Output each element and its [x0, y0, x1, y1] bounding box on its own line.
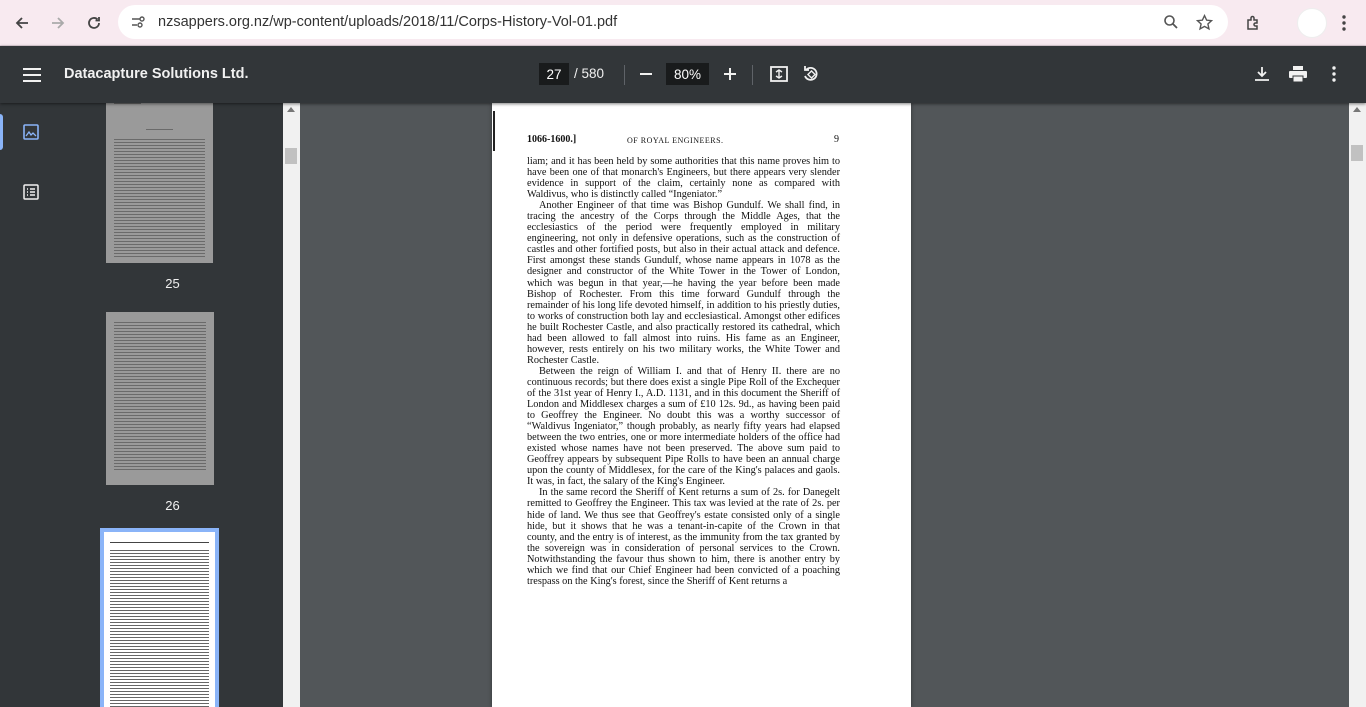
zoom-in-button[interactable]: [719, 63, 741, 85]
minus-icon: [639, 67, 653, 81]
pdf-page: [492, 103, 911, 707]
puzzle-icon: [1245, 14, 1263, 32]
forward-button[interactable]: [43, 8, 73, 38]
header-center: OF ROYAL ENGINEERS.: [627, 136, 724, 145]
thumbnail-page-26[interactable]: [106, 312, 214, 485]
printer-icon: [1289, 66, 1307, 82]
back-arrow-icon: [14, 15, 30, 31]
paragraph: liam; and it has been held by some authorities that this name proves him to have been one of that monarch's Engineers, but there appears very slender evidence in support of the claim, certainly none as compared with Waldivus, who is distinctly called “Ingeniator.”: [527, 156, 840, 201]
bookmark-star-icon[interactable]: [1192, 10, 1216, 34]
thumbnails-tab[interactable]: [0, 104, 62, 160]
rotate-button[interactable]: [799, 62, 823, 86]
zoom-out-button[interactable]: [635, 63, 657, 85]
paragraph: In the same record the Sheriff of Kent returns a sum of 2s. for Danegelt remitted to Geoffrey the Engineer. This tax was levied at the rate of 2s. per hide of land. We thus see that Geoffrey's estate consisted only of a single hide, but it shows that he was a tenant-in-capite of the Crown in that county, and the entry is of interest, as the immunity from the tax granted by the sovereign was in consideration of personal services to the Crown. Notwithstanding the favour thus shown to him, there is another entry by which we find that our Chief Engineer had been convicted of a poaching trespass on the King's forest, since the Sheriff of Kent returns a: [527, 487, 840, 587]
download-icon: [1254, 66, 1270, 82]
page-total: / 580: [574, 66, 605, 81]
image-thumbnail-icon: [23, 124, 39, 140]
thumbnail-panel: [62, 103, 283, 707]
scrollbar-thumb[interactable]: [1351, 145, 1363, 161]
outline-tab[interactable]: [0, 164, 62, 220]
pdf-viewer[interactable]: [300, 103, 1349, 707]
browser-menu-button[interactable]: [1329, 8, 1359, 38]
thumbnail-label: 26: [165, 498, 180, 513]
fit-page-button[interactable]: [767, 62, 791, 86]
page-number: 9: [834, 134, 839, 145]
toolbar-divider: [624, 65, 625, 85]
thumbnail-label: 25: [165, 276, 180, 291]
document-title: Datacapture Solutions Ltd.: [64, 66, 249, 82]
scroll-up-arrow-icon[interactable]: [1353, 107, 1361, 112]
vertical-dots-icon: [1332, 66, 1336, 82]
header-left: 1066-1600.]: [527, 134, 577, 145]
thumbnail-scrollbar[interactable]: [283, 103, 300, 707]
thumbnail-page-25[interactable]: [106, 103, 213, 263]
scan-artifact: [493, 111, 495, 151]
plus-icon: [723, 67, 737, 81]
fit-to-page-icon: [770, 66, 788, 82]
browser-toolbar: [0, 0, 1366, 46]
rotate-icon: [802, 65, 820, 83]
download-button[interactable]: [1250, 62, 1274, 86]
site-info-icon[interactable]: [126, 10, 150, 34]
extensions-button[interactable]: [1239, 8, 1269, 38]
sidebar-menu-button[interactable]: [20, 63, 44, 87]
profile-avatar[interactable]: [1297, 8, 1327, 38]
pdf-toolbar: [0, 46, 1366, 103]
url-text[interactable]: nzsappers.org.nz/wp-content/uploads/2018/11/Corps-History-Vol-01.pdf: [158, 14, 618, 30]
paragraph: Another Engineer of that time was Bishop Gundulf. We shall find, in tracing the ancestry of the Corps through the Middle Ages, that the ecclesiastics of the period were frequently employed in military engineering, not only in defensive operations, such as the construction of castles and other fortified posts, but also in their actual attack and defence. First amongst these stands Gundulf, whose name appears in 1078 as the designer and constructor of the White Tower in the Tower of London, which was begun in that year,—he having the year before been made Bishop of Rochester. From this time forward Gundulf through the remainder of his long life devoted himself, in addition to his priestly duties, to works of construction both lay and ecclesiastical. Amongst other edifices he built Rochester Castle, and also practically restored its cathedral, which had been allowed to fall almost into ruins. His fame as an Engineer, however, rests entirely on his two military works, the White Tower and Rochester Castle.: [527, 200, 840, 366]
more-actions-button[interactable]: [1322, 62, 1346, 86]
hamburger-icon: [23, 68, 41, 82]
viewer-scrollbar[interactable]: [1349, 103, 1366, 707]
reload-button[interactable]: [79, 8, 109, 38]
print-button[interactable]: [1286, 62, 1310, 86]
reload-icon: [86, 15, 102, 31]
paragraph: Between the reign of William I. and that of Henry II. there are no continuous records; but there does exist a single Pipe Roll of the Exchequer of the 31st year of Henry I., A.D. 1131, and in this document the Sheriff of London and Middlesex charges a sum of £10 12s. 9d., as having been paid to Geoffrey the Engineer. No doubt this was a worthy successor of “Waldivus Ingeniator,” though probably, as nearly fifty years had elapsed between the two entries, one or more intermediate holders of the office had existed whose names have not been preserved. The above sum paid to Geoffrey appears by subsequent Pipe Rolls to have been an annual charge upon the county of Middlesex, for the care of the King's palaces and gaols. It was, in fact, the salary of the King's Engineer.: [527, 365, 840, 488]
address-bar[interactable]: [118, 5, 1228, 39]
outline-list-icon: [23, 184, 39, 200]
scrollbar-thumb[interactable]: [285, 148, 297, 164]
back-button[interactable]: [7, 8, 37, 38]
page-body: [527, 156, 840, 587]
zoom-level-input[interactable]: [666, 63, 709, 85]
vertical-dots-icon: [1342, 15, 1346, 31]
sidebar-tabs: [0, 103, 62, 707]
zoom-magnifier-icon[interactable]: [1159, 10, 1183, 34]
forward-arrow-icon: [50, 15, 66, 31]
page-number-input[interactable]: [539, 63, 569, 85]
scroll-up-arrow-icon[interactable]: [287, 107, 295, 112]
toolbar-divider: [752, 65, 753, 85]
thumbnail-page-27-selected[interactable]: [100, 528, 219, 707]
